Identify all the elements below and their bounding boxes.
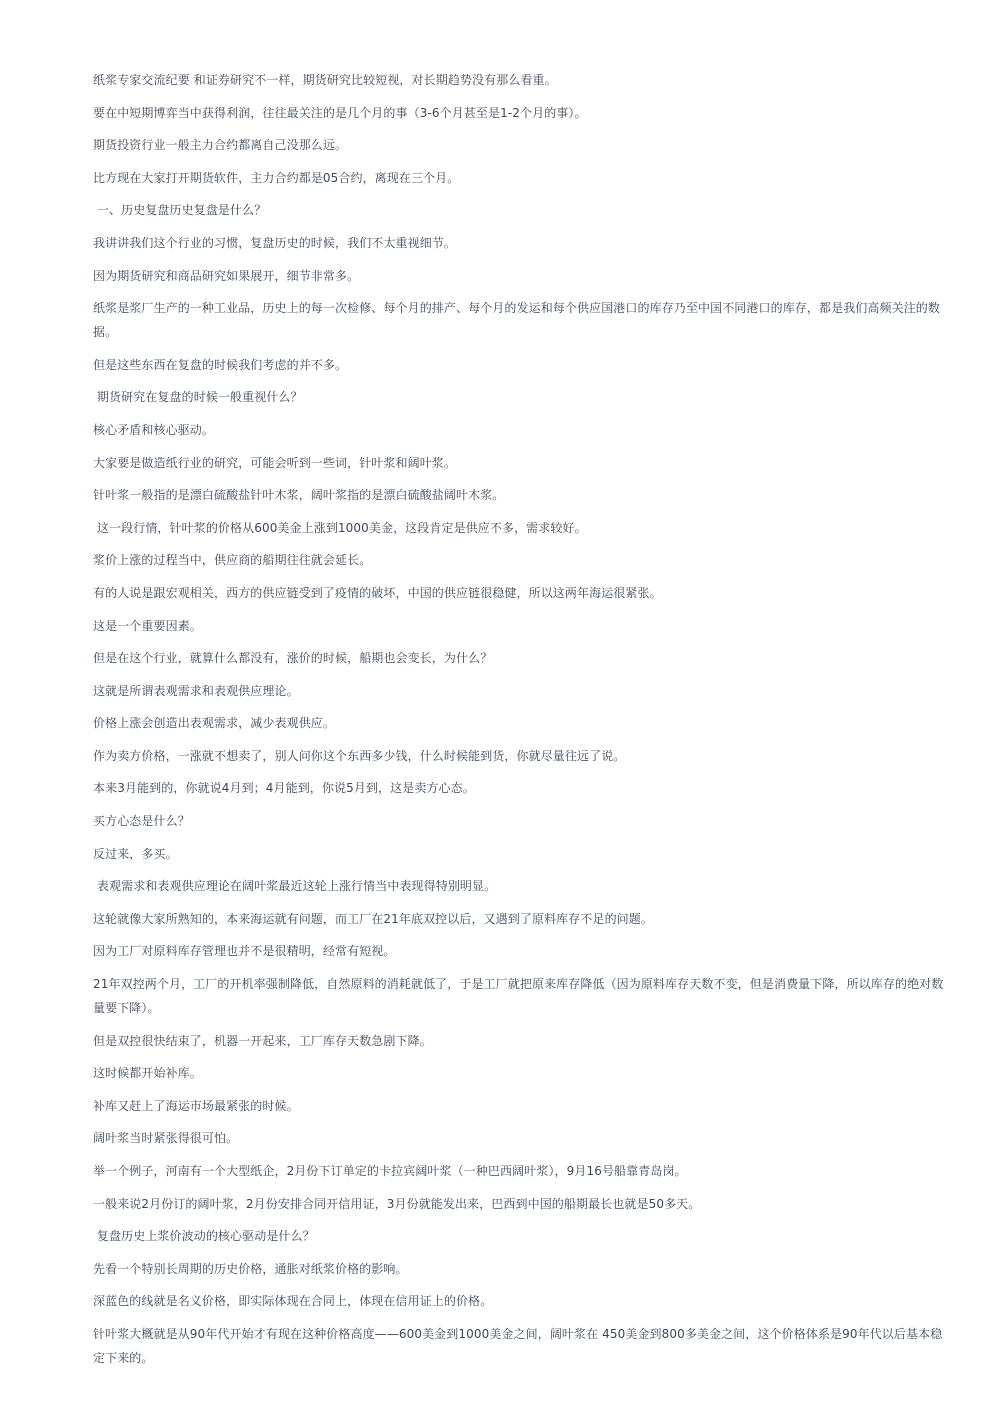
paragraph: 举一个例子，河南有一个大型纸企，2月份下订单定的卡拉宾阔叶浆（一种巴西阔叶浆），9月16号船靠青岛岗。 xyxy=(93,1164,687,1178)
paragraph: 这是一个重要因素。 xyxy=(93,618,202,633)
paragraph: 这时候都开始补库。 xyxy=(93,1066,202,1081)
paragraph: 期货投资行业一般主力合约都离自己没那么远。 xyxy=(93,138,348,153)
paragraph: 因为期货研究和商品研究如果展开，细节非常多。 xyxy=(93,268,360,283)
section-heading: 一、历史复盘历史复盘是什么？ xyxy=(93,203,267,218)
paragraph: 但是在这个行业，就算什么都没有，涨价的时候，船期也会变长，为什么？ xyxy=(93,651,493,666)
paragraph: 比方现在大家打开期货软件，主力合约都是05合约，离现在三个月。 xyxy=(93,170,460,185)
paragraph: 本来3月能到的，你就说4月到；4月能到，你说5月到，这是卖方心态。 xyxy=(93,781,475,796)
paragraph: 因为工厂对原料库存管理也并不是很精明，经常有短视。 xyxy=(93,944,396,959)
paragraph: 补库又赶上了海运市场最紧张的时候。 xyxy=(93,1098,299,1113)
paragraph: 价格上涨会创造出表观需求，减少表观供应。 xyxy=(93,716,336,731)
paragraph: 纸浆专家交流纪要 和证券研究不一样，期货研究比较短视，对长期趋势没有那么看重。 xyxy=(93,73,557,87)
paragraph: 反过来，多买。 xyxy=(93,846,178,861)
paragraph: 纸浆是浆厂生产的一种工业品，历史上的每一次检修、每个月的排产、每个月的发运和每个供应国港口的库存乃至中国不同港口的库存，都是我们高频关注的数据。 xyxy=(93,301,941,340)
paragraph: 这一段行情，针叶浆的价格从600美金上涨到1000美金，这段肯定是供应不多，需求较好。 xyxy=(93,520,587,535)
paragraph: 针叶浆一般指的是漂白硫酸盐针叶木浆，阔叶浆指的是漂白硫酸盐阔叶木浆。 xyxy=(93,488,505,503)
paragraph: 买方心态是什么？ xyxy=(93,814,190,829)
paragraph: 要在中短期博弈当中获得利润，往往最关注的是几个月的事（3-6个月甚至是1-2个月的事）。 xyxy=(93,105,587,120)
paragraph: 表观需求和表观供应理论在阔叶浆最近这轮上涨行情当中表现得特别明显。 xyxy=(93,879,497,894)
paragraph: 大家要是做造纸行业的研究，可能会听到一些词，针叶浆和阔叶浆。 xyxy=(93,455,457,470)
paragraph: 一般来说2月份订的阔叶浆，2月份安排合同开信用证，3月份就能发出来，巴西到中国的船期最长也就是50多天。 xyxy=(93,1196,701,1211)
paragraph: 有的人说是跟宏观相关，西方的供应链受到了疫情的破坏，中国的供应链很稳健，所以这两年海运很紧张。 xyxy=(93,585,662,600)
paragraph: 作为卖方价格，一涨就不想卖了，别人问你这个东西多少钱，什么时候能到货，你就尽量往远了说。 xyxy=(93,748,626,763)
paragraph: 我讲讲我们这个行业的习惯，复盘历史的时候，我们不太重视细节。 xyxy=(93,235,457,250)
document-body xyxy=(93,68,945,1379)
paragraph: 浆价上涨的过程当中，供应商的船期往往就会延长。 xyxy=(93,553,372,568)
paragraph: 21年双控两个月，工厂的开机率强制降低，自然原料的消耗就低了，于是工厂就把原来库存降低（因为原料库存天数不变，但是消费量下降，所以库存的绝对数量要下降）。 xyxy=(93,977,944,1016)
paragraph: 阔叶浆当时紧张得很可怕。 xyxy=(93,1131,239,1146)
paragraph: 这轮就像大家所熟知的，本来海运就有问题，而工厂在21年底双控以后，又遇到了原料库存不足的问题。 xyxy=(93,911,653,926)
paragraph: 但是双控很快结束了，机器一开起来，工厂库存天数急剧下降。 xyxy=(93,1033,432,1048)
paragraph: 这就是所谓表观需求和表观供应理论。 xyxy=(93,683,299,698)
paragraph: 但是这些东西在复盘的时候我们考虑的并不多。 xyxy=(93,357,348,372)
paragraph: 针叶浆大概就是从90年代开始才有现在这种价格高度——600美金到1000美金之间，阔叶浆在 450美金到800多美金之间，这个价格体系是90年代以后基本稳定下来的。 xyxy=(93,1326,943,1365)
paragraph: 深蓝色的线就是名义价格，即实际体现在合同上，体现在信用证上的价格。 xyxy=(93,1294,493,1309)
paragraph: 核心矛盾和核心驱动。 xyxy=(93,422,215,437)
question-heading: 复盘历史上浆价波动的核心驱动是什么？ xyxy=(93,1229,315,1244)
paragraph: 先看一个特别长周期的历史价格，通胀对纸浆价格的影响。 xyxy=(93,1261,408,1276)
question-heading: 期货研究在复盘的时候一般重视什么？ xyxy=(93,390,303,405)
